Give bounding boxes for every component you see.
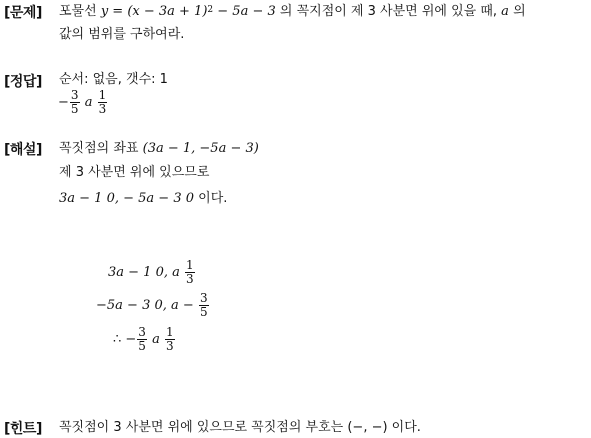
derivation-line-2 [96,292,210,319]
hint-text: 꼭짓점이 3 사분면 위에 있으므로 꼭짓점의 부호는 (−, −) 이다. [59,420,421,435]
answer-variable: a [84,95,93,110]
fraction-denominator: 5 [138,339,146,353]
inequality-pair: 3a − 1 0, − 5a − 3 0 [59,191,194,206]
fraction-denominator: 5 [70,102,79,116]
problem-line-2: 값의 범위를 구하여라. [59,27,185,42]
answer-order-count: 순서: 없음, 갯수: 1 [59,72,168,87]
problem-text-3: 의 [508,4,526,19]
derivation-fraction [137,326,147,353]
problem-equation-tail: − 5a − 3 [213,4,276,19]
explanation-line-3 [59,191,227,207]
therefore-symbol: ∴ − [113,332,137,347]
derivation-variable: a [152,332,160,347]
problem-equation: y = (x − 3a + 1) [100,4,208,19]
fraction-numerator: 1 [165,325,174,339]
problem-line-1 [59,4,526,20]
answer-fraction-2 [98,89,108,116]
fraction-numerator: 3 [138,325,146,339]
derivation-fraction [185,259,195,286]
explanation-ending: 이다. [194,191,228,206]
vertex-coordinates: (3a − 1, −5a − 3) [142,141,259,156]
answer-expression [58,89,108,116]
explanation-label: [해설] [4,142,42,158]
derivation-expression: −5a − 3 0, a − [96,298,194,313]
fraction-denominator: 3 [165,339,174,353]
fraction-numerator: 3 [199,291,208,305]
explanation-text: 꼭짓점의 좌표 [59,141,143,156]
problem-exponent: 2 [207,5,214,15]
answer-fraction-1 [70,89,80,116]
derivation-fraction [199,292,209,319]
derivation-line-3 [113,326,176,353]
derivation-line-1 [108,259,196,286]
answer-label: [정답] [4,74,42,90]
fraction-denominator: 3 [186,272,194,286]
derivation-expression: 3a − 1 0, a [108,265,180,280]
explanation-line-2: 제 3 사분면 위에 있으므로 [59,165,210,180]
problem-variable: a [501,4,509,19]
problem-text-2: 의 꼭지점이 제 3 사분면 위에 있을 때, [275,4,502,19]
fraction-numerator: 1 [98,88,107,102]
derivation-fraction [165,326,175,353]
problem-label: [문제] [4,5,42,21]
answer-minus: − [58,95,69,110]
explanation-line-1 [59,141,259,157]
fraction-denominator: 3 [98,102,107,116]
fraction-numerator: 3 [70,88,79,102]
fraction-numerator: 1 [186,258,194,272]
problem-text-1: 포물선 [59,4,101,19]
fraction-denominator: 5 [199,305,208,319]
hint-label: [힌트] [4,421,42,437]
